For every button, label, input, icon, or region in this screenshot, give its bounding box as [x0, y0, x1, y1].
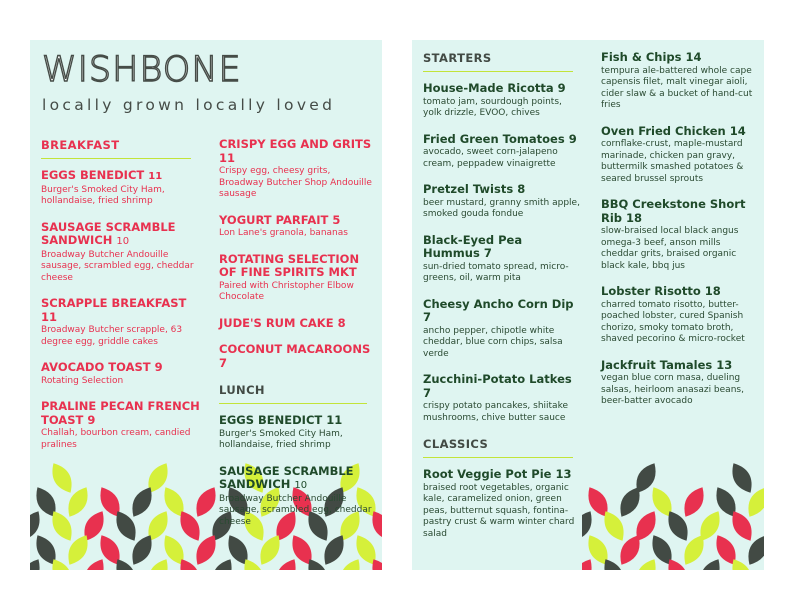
item-price: 7 [483, 246, 492, 260]
item-name: Fish & Chips [601, 50, 682, 64]
item-description: vegan blue corn masa, dueling salsas, heirloom anasazi beans, beer-batter avocado [601, 373, 744, 406]
menu-item [423, 298, 581, 361]
item-name: Black-Eyed Pea Hummus [423, 232, 523, 260]
item-price: 18 [626, 210, 643, 225]
decorative-petal [271, 555, 302, 570]
menu-item [601, 285, 759, 346]
item-description: Crispy egg, cheesy grits, Broadway Butcher Shop Andouille sausage [219, 166, 372, 199]
menu-item [601, 125, 759, 186]
item-name: COCONUT MACAROONS [219, 342, 371, 356]
brand-logo: WISHBONE [42, 50, 242, 90]
item-price: 8 [337, 315, 346, 330]
menu-item [423, 468, 581, 540]
item-description: Rotating Selection [41, 375, 124, 386]
menu-page-right [412, 40, 764, 570]
menu-item [423, 373, 581, 424]
decorative-petal [695, 555, 726, 570]
item-price: 9 [87, 412, 96, 427]
mains-column [601, 51, 759, 421]
menu-item [423, 234, 581, 285]
item-name: ROTATING SELECTION OF FINE SPIRITS MKT [219, 251, 360, 279]
item-description: tempura ale-battered whole cape capensis filet, malt vinegar aioli, cider slaw & a bucket of hand-cut fries [601, 65, 753, 110]
menu-item [219, 317, 377, 331]
item-price: 9 [557, 81, 566, 95]
item-price: 14 [729, 123, 746, 138]
item-price: 7 [423, 385, 432, 400]
menu-item [601, 198, 759, 272]
decorative-petal [143, 555, 174, 570]
menu-item [219, 138, 377, 201]
decorative-petal [47, 460, 78, 497]
item-price: 9 [154, 360, 163, 374]
decorative-petal [79, 555, 110, 570]
item-price: 11 [148, 171, 163, 182]
menu-item [219, 214, 377, 240]
decorative-pattern [582, 460, 764, 570]
menu-item [601, 359, 759, 408]
item-name: EGGS BENEDICT [41, 168, 145, 182]
item-price: 13 [716, 357, 733, 372]
menu-item [423, 82, 581, 120]
item-price: 18 [704, 284, 721, 298]
item-name: PRALINE PECAN FRENCH TOAST [41, 399, 200, 427]
section-heading-breakfast: BREAKFAST [41, 138, 191, 159]
starters-column [423, 51, 581, 553]
item-description: braised root vegetables, organic kale, caramelized onion, green peas, butternut squash, fontina-pastry crust & warm winter chard salad [423, 482, 575, 539]
item-name: CRISPY EGG AND GRITS [219, 137, 372, 151]
item-description: Broadway Butcher Andouille sausage, scrambled egg, cheddar cheese [219, 493, 372, 527]
item-description: charred tomato risotto, butter-poached lobster, cured Spanish chorizo, smoky tomato broth, shaved pecorino & micro-rocket [601, 299, 745, 344]
menu-item [41, 400, 201, 451]
decorative-petal [191, 483, 222, 521]
item-name: Jackfruit Tamales [601, 357, 713, 372]
item-name: YOGURT PARFAIT [219, 212, 329, 227]
item-description: avocado, sweet corn-jalapeno cream, peppadew vinaigrette [423, 147, 558, 169]
menu-item [219, 343, 377, 370]
section-heading-classics: CLASSICS [423, 437, 573, 458]
item-price: 9 [568, 131, 577, 146]
menu-item [423, 183, 581, 221]
item-description: beer mustard, granny smith apple, smoked gouda fondue [423, 197, 580, 219]
item-name: Oven Fried Chicken [601, 123, 726, 138]
item-description: Paired with Christopher Elbow Chocolate [219, 280, 354, 302]
item-description: Burger's Smoked City Ham, hollandaise, fried shrimp [219, 428, 343, 450]
item-name: EGGS BENEDICT [219, 413, 323, 427]
menu-item [41, 221, 201, 285]
item-price: 11 [41, 309, 58, 324]
item-price: 14 [685, 50, 702, 64]
item-name: SAUSAGE SCRAMBLE SANDWICH [41, 219, 176, 247]
item-price: 5 [332, 212, 341, 227]
breakfast-column-1 [41, 138, 201, 464]
decorative-petal [679, 483, 710, 521]
menu-item [219, 253, 377, 304]
menu-item [423, 133, 581, 171]
menu-item [41, 297, 201, 348]
item-name: JUDE'S RUM CAKE [219, 315, 334, 330]
decorative-petal [335, 555, 366, 570]
breakfast-column-2 [219, 138, 377, 541]
item-name: SCRAPPLE BREAKFAST [41, 296, 187, 310]
menu-item [601, 51, 759, 112]
brand-tagline: locally grown locally loved [42, 96, 336, 114]
item-description: Broadway Butcher Andouille sausage, scrambled egg, cheddar cheese [41, 249, 194, 283]
item-description: ancho pepper, chipotle white cheddar, blue corn chips, salsa verde [423, 325, 563, 359]
decorative-petal [631, 555, 662, 570]
item-name: Pretzel Twists [423, 182, 514, 196]
item-price: 10 [294, 480, 308, 491]
item-price: 7 [219, 355, 228, 370]
item-name: Cheesy Ancho Corn Dip [423, 296, 574, 311]
menu-page-left [30, 40, 382, 570]
item-name: House-Made Ricotta [423, 81, 554, 95]
item-description: Burger's Smoked City Ham, hollandaise, fried shrimp [41, 184, 165, 206]
section-heading-lunch: LUNCH [219, 383, 367, 404]
item-description: crispy potato pancakes, shiitake mushrooms, chive butter sauce [423, 401, 568, 423]
item-price: 13 [555, 467, 572, 481]
item-description: slow-braised local black angus omega-3 beef, anson mills cheddar grits, braised organic black kale, bbq jus [601, 226, 739, 271]
item-name: AVOCADO TOAST [41, 360, 151, 374]
item-name: SAUSAGE SCRAMBLE SANDWICH [219, 463, 354, 491]
item-name: Lobster Risotto [601, 284, 701, 298]
item-price: 8 [517, 182, 526, 196]
item-description: Challah, bourbon cream, candied pralines [41, 428, 191, 450]
item-price: 7 [423, 310, 432, 324]
menu-item [219, 465, 377, 529]
item-name: BBQ Creekstone Short Rib [601, 197, 746, 225]
item-name: Root Veggie Pot Pie [423, 467, 552, 481]
section-heading-starters: STARTERS [423, 51, 573, 72]
item-name: Fried Green Tomatoes [423, 131, 565, 146]
item-description: Lon Lane's granola, bananas [219, 228, 348, 238]
item-name: Zucchini-Potato Latkes [423, 372, 572, 386]
item-price: 11 [326, 413, 343, 427]
decorative-petal [727, 460, 758, 497]
menu-item [41, 169, 201, 208]
item-description: sun-dried tomato spread, micro-greens, oil, warm pita [423, 261, 569, 283]
item-description: tomato jam, sourdough points, yolk drizzle, EVOO, chives [423, 96, 562, 118]
item-description: Broadway Butcher scrapple, 63 degree egg, griddle cakes [41, 325, 183, 347]
decorative-petal [207, 555, 238, 570]
item-description: cornflake-crust, maple-mustard marinade, chicken pan gravy, buttermilk smashed potatoes & seared brussel sprouts [601, 139, 744, 184]
item-price: 10 [116, 236, 130, 247]
menu-item [219, 414, 377, 452]
item-price: 11 [219, 150, 236, 165]
menu-item [41, 361, 201, 387]
